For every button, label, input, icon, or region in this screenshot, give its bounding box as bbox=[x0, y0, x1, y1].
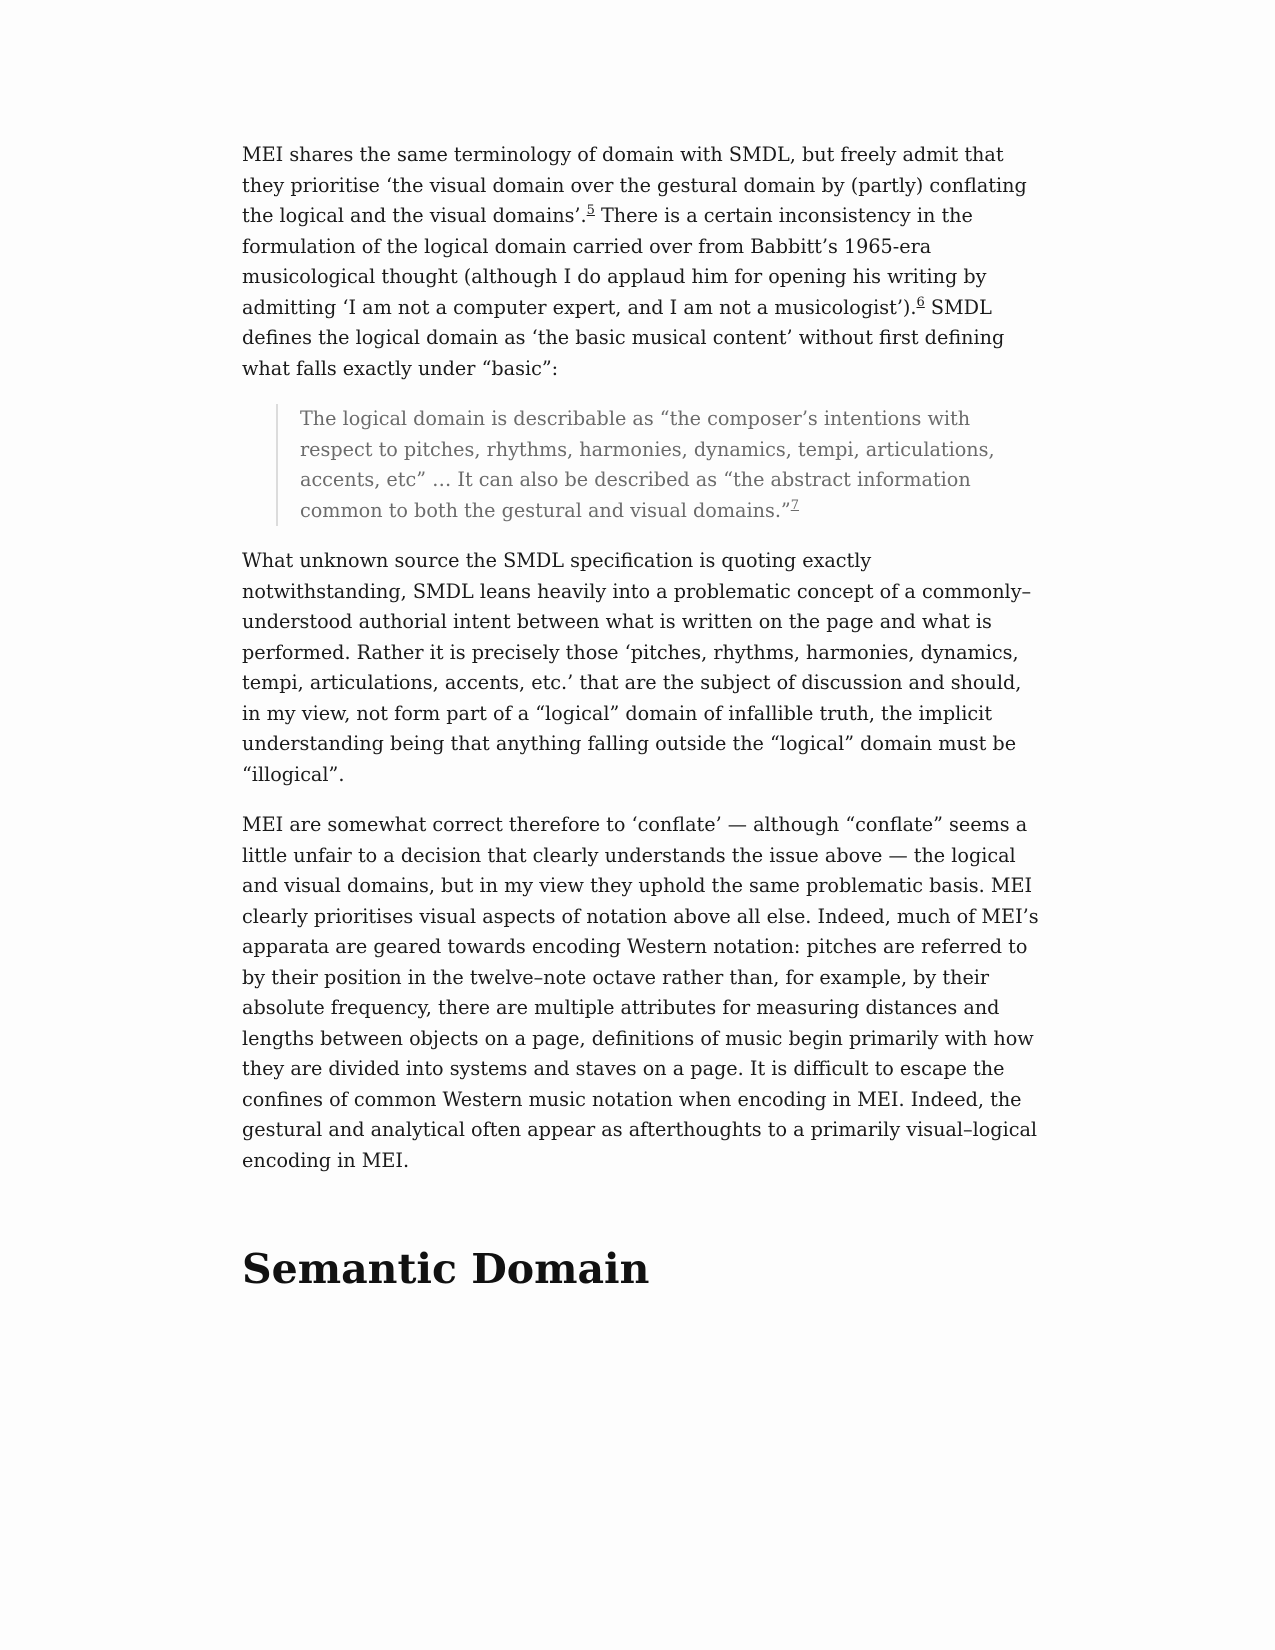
quote-paragraph bbox=[300, 404, 1042, 526]
footnote-ref bbox=[791, 498, 799, 513]
paragraph-mei-domains bbox=[242, 140, 1042, 384]
footnote-link-7[interactable]: 7 bbox=[790, 497, 800, 513]
footnote-ref bbox=[917, 295, 925, 310]
quote-text: The logical domain is describable as “the composer’s intentions with respect to pitches, rhythms, harmonies, dynamics, tempi, articulations, accents, etc” … It can also be described as “the abstract information common to both the gestural and visual domains.” bbox=[300, 407, 995, 522]
paragraph-text: There is a certain inconsistency in the formulation of the logical domain carried over from Babbitt’s 1965-era musicological thought (although I do applaud him for opening his writing by admitting ‘I am not a computer expert, and I am not a musicologist’). bbox=[242, 204, 987, 319]
footnote-ref bbox=[587, 203, 595, 218]
article-body bbox=[242, 140, 1042, 1294]
section-heading-semantic-domain: Semantic Domain bbox=[242, 1245, 650, 1293]
paragraph-text: SMDL defines the logical domain as ‘the basic musical content’ without first defining what falls exactly under “basic”: bbox=[242, 295, 1005, 380]
smdl-quote bbox=[276, 404, 1042, 526]
paragraph-smdl-critique: What unknown source the SMDL specification is quoting exactly notwithstanding, SMDL leans heavily into a problematic concept of a commonly–understood authorial intent between what is written on the page and what is performed. Rather it is precisely those ‘pitches, rhythms, harmonies, dynamics, tempi, articulations, accents, etc.’ that are the subject of discussion and should, in my view, not form part of a “logical” domain of infallible truth, the implicit understanding being that anything falling outside the “logical” domain must be “illogical”. bbox=[242, 549, 1032, 786]
footnote-link-6[interactable]: 6 bbox=[916, 294, 925, 310]
paragraph-mei-conflate: MEI are somewhat correct therefore to ‘conflate’ — although “conflate” seems a little unfair to a decision that clearly understands the issue above — the logical and visual domains, but in my view they uphold the same problematic basis. MEI clearly prioritises visual aspects of notation above all else. Indeed, much of MEI’s apparata are geared towards encoding Western notation: pitches are referred to by their position in the twelve–note octave rather than, for example, by their absolute frequency, there are multiple attributes for measuring distances and lengths between objects on a page, definitions of music begin primarily with how they are divided into systems and staves on a page. It is difficult to escape the confines of common Western music notation when encoding in MEI. Indeed, the gestural and analytical often appear as afterthoughts to a primarily visual–logical encoding in MEI. bbox=[242, 813, 1039, 1172]
footnote-link-5[interactable]: 5 bbox=[586, 203, 595, 218]
paragraph-text: MEI shares the same terminology of domain with SMDL, but freely admit that they prioritise ‘the visual domain over the gestural domain by (partly) conflating the logical and the visual domains’. bbox=[242, 143, 1027, 227]
